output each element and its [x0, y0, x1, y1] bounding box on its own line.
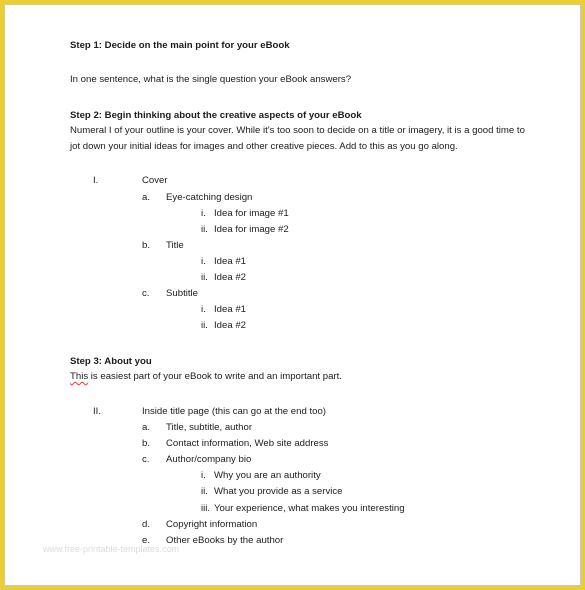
- step2-paragraph-line2: jot down your initial ideas for images and other creative pieces. Add to this as you go along.: [70, 141, 458, 152]
- outline-item-title-idea-1: Idea #1: [214, 256, 247, 267]
- outline-item-eye-catching-design: Eye-catching design: [166, 192, 253, 203]
- outline-marker: i.: [201, 256, 206, 267]
- outline-marker: ii.: [201, 486, 208, 497]
- outline-item-title-subtitle-author: Title, subtitle, author: [166, 422, 253, 433]
- outline-item-other-ebooks: Other eBooks by the author: [166, 535, 284, 546]
- outline-item-contact-information: Contact information, Web site address: [166, 438, 329, 449]
- outline-item-service: What you provide as a service: [214, 486, 343, 497]
- outline-item-cover: Cover: [142, 175, 168, 186]
- step1-heading: Step 1: Decide on the main point for your eBook: [70, 40, 290, 51]
- step3-text-rest: is easiest part of your eBook to write and an important part.: [88, 371, 342, 382]
- watermark: www.free-printable-templates.com: [43, 544, 180, 554]
- outline-item-title-idea-2: Idea #2: [214, 272, 247, 283]
- outline-marker: i.: [201, 208, 206, 219]
- outline-marker: e.: [142, 535, 151, 546]
- document-page: [4, 4, 581, 586]
- outline-item-copyright: Copyright information: [166, 519, 258, 530]
- outline-item-subtitle-idea-2: Idea #2: [214, 320, 247, 331]
- outline-marker: i.: [201, 470, 206, 481]
- outline-item-subtitle-idea-1: Idea #1: [214, 304, 247, 315]
- spellcheck-word: This: [70, 371, 89, 382]
- outline-marker: iii.: [201, 503, 211, 514]
- outline-item-image-idea-2: Idea for image #2: [214, 224, 289, 235]
- outline-marker: a.: [142, 422, 151, 433]
- outline-marker: ii.: [201, 224, 208, 235]
- outline-marker: ii.: [201, 320, 208, 331]
- outline-item-subtitle: Subtitle: [166, 288, 198, 299]
- outline-marker: c.: [142, 288, 150, 299]
- outline-marker: i.: [201, 304, 206, 315]
- step2-paragraph-line1: Numeral I of your outline is your cover. While it's too soon to decide on a title or imagery, it is a good time to: [70, 125, 525, 136]
- step2-heading: Step 2: Begin thinking about the creative aspects of your eBook: [70, 110, 362, 121]
- outline-item-why-authority: Why you are an authority: [214, 470, 321, 481]
- outline-numeral-1: I.: [93, 175, 99, 186]
- outline-item-author-bio: Author/company bio: [166, 454, 252, 465]
- outline-marker: b.: [142, 240, 151, 251]
- step3-heading: Step 3: About you: [70, 356, 152, 367]
- outline-item-inside-title-page: Inside title page (this can go at the end too): [142, 406, 327, 417]
- outline-item-image-idea-1: Idea for image #1: [214, 208, 289, 219]
- outline-item-title: Title: [166, 240, 184, 251]
- outline-numeral-2: II.: [93, 406, 101, 417]
- outline-marker: c.: [142, 454, 150, 465]
- step3-text: [70, 371, 342, 383]
- outline-marker: ii.: [201, 272, 208, 283]
- outline-marker: a.: [142, 192, 151, 203]
- outline-item-experience: Your experience, what makes you interesting: [214, 503, 405, 514]
- step1-question: In one sentence, what is the single question your eBook answers?: [70, 74, 352, 85]
- outline-marker: d.: [142, 519, 151, 530]
- outline-marker: b.: [142, 438, 151, 449]
